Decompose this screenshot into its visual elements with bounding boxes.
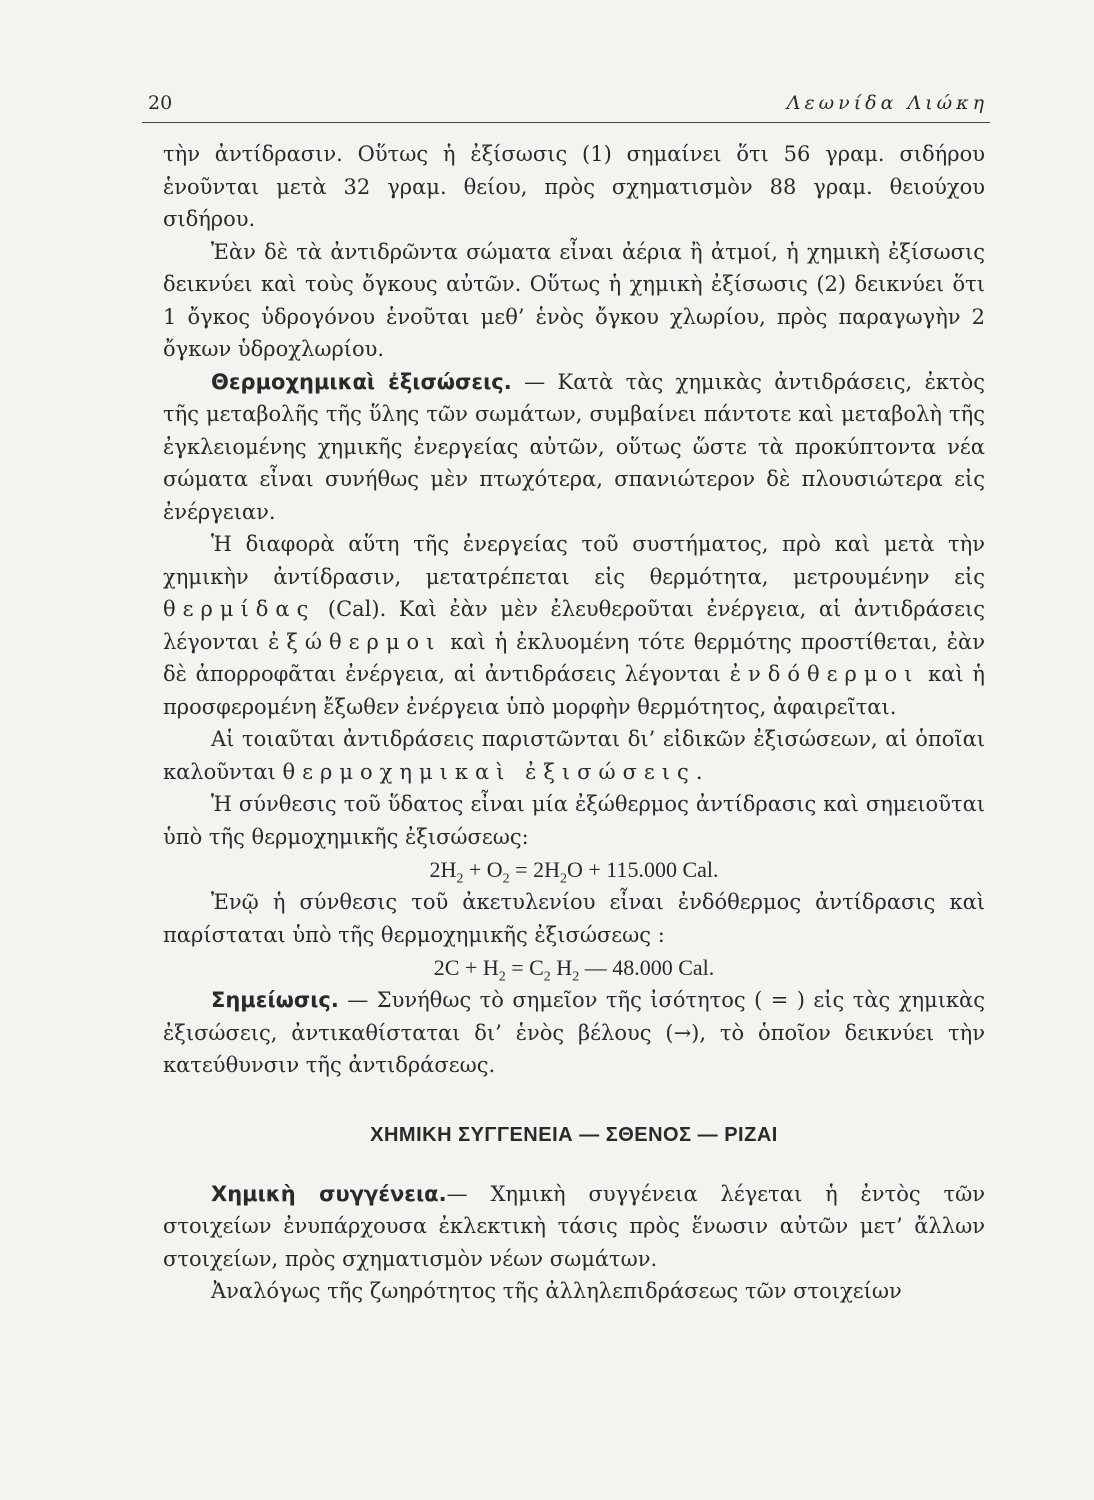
p4-text-a: Ἡ διαφορὰ αὕτη τῆς ἐνεργείας τοῦ συστήματος, πρὸ καὶ μετὰ τὴν χημικὴν ἀντίδρασιν, μετατρέπεται εἰς θερμότητα, μετρουμένην εἰς xyxy=(163,532,985,589)
eq2-part: H xyxy=(550,955,573,980)
page-header xyxy=(148,88,988,120)
p4-text-d: καὶ ἡ προσφερομένη ἔξωθεν ἐνέργεια ὑπὸ μορφὴν θερμότητος, ἀφαιρεῖται. xyxy=(163,662,985,719)
paragraph-5 xyxy=(163,723,985,788)
paragraph-4 xyxy=(163,528,985,723)
section-heading: ΧΗΜΙΚΗ ΣΥΓΓΕΝΕΙΑ — ΣΘΕΝΟΣ — ΡΙΖΑΙ xyxy=(370,1123,778,1146)
equation-water xyxy=(163,853,985,886)
eq1-sub: 2 xyxy=(456,871,464,887)
running-title: Λεωνίδα Λιώκη xyxy=(786,92,988,114)
paragraph-1: τὴν ἀντίδρασιν. Οὕτως ἡ ἐξίσωσις (1) σημαίνει ὅτι 56 γραμ. σιδήρου ἑνοῦνται μετὰ 32 γραμ. θείου, πρὸς σχηματισμὸν 88 γραμ. θειούχου σιδήρου. xyxy=(163,142,985,231)
eq1-part: O + 115.000 Cal. xyxy=(566,857,719,882)
term-note: Σημείωσις. xyxy=(211,988,339,1012)
p5-text-b: . xyxy=(695,759,703,784)
note-text: — Συνήθως τὸ σημεῖον τῆς ἰσότητος ( = ) εἰς τὰς χημικὰς ἐξισώσεις, ἀντικαθίσταται δι’ ἑνὸς βέλους (→), τὸ ὁποῖον δεικνύει τὴν κατεύθυνσιν τῆς ἀντιδράσεως. xyxy=(163,988,985,1077)
p4-text-b: (Cal). Καὶ ἐὰν μὲν ἐλευθεροῦται ἐνέργεια, αἱ ἀντιδράσεις λέγονται xyxy=(163,597,985,654)
equation-acetylene xyxy=(163,951,985,984)
paragraph-affinity xyxy=(163,1178,985,1276)
spaced-term-thermochemical: θερμοχημικαὶ ἐξισώσεις xyxy=(282,759,696,784)
eq2-part: 2C + H xyxy=(433,955,499,980)
eq2-part: = C xyxy=(505,955,544,980)
p4-text-c: καὶ ἡ ἐκλυομένη τότε θερμότης προστίθεται, ἐὰν δὲ ἀπορροφᾶται ἐνέργεια, αἱ ἀντιδράσεις λέγονται xyxy=(163,629,985,686)
paragraph-10: Ἀναλόγως τῆς ζωηρότητος τῆς ἀλληλεπιδράσεως τῶν στοιχείων xyxy=(211,1279,902,1303)
eq2-sub: 2 xyxy=(498,969,506,985)
paragraph-3-text: — Κατὰ τὰς χημικὰς ἀντιδράσεις, ἐκτὸς τῆς μεταβολῆς τῆς ὕλης τῶν σωμάτων, συμβαίνει πάντοτε καὶ μεταβολὴ τῆς ἐγκλειομένης χημικῆς ἐνεργείας αὐτῶν, οὕτως ὥστε τὰ προκύπτοντα νέα σώματα εἶναι συνήθως μὲν πτωχότερα, σπανιώτερον δὲ πλουσιώτερα εἰς ἐνέργειαν. xyxy=(163,369,985,524)
spaced-term-exothermic: ἐξώθερμοι xyxy=(268,629,442,654)
affinity-text: — Χημικὴ συγγένεια λέγεται ἡ ἐντὸς τῶν στοιχείων ἐνυπάρχουσα ἐκλεκτικὴ τάσις πρὸς ἕνωσιν αὐτῶν μετ’ ἄλλων στοιχείων, πρὸς σχηματισμὸν νέων σωμάτων. xyxy=(163,1181,985,1271)
spaced-term-endothermic: ἐνδόθερμοι xyxy=(729,662,920,686)
paragraph-7: Ἐνῷ ἡ σύνθεσις τοῦ ἀκετυλενίου εἶναι ἐνδόθερμος ἀντίδρασις καὶ παρίσταται ὑπὸ τῆς θερμοχημικῆς ἐξισώσεως : xyxy=(163,890,985,947)
paragraph-note xyxy=(163,984,985,1082)
eq1-part: + O xyxy=(463,857,503,882)
eq1-part: = 2H xyxy=(509,857,560,882)
paragraph-6: Ἡ σύνθεσις τοῦ ὕδατος εἶναι μία ἐξώθερμος ἀντίδρασις καὶ σημειοῦται ὑπὸ τῆς θερμοχημικῆς ἐξισώσεως: xyxy=(163,792,985,849)
header-rule xyxy=(142,122,990,123)
eq2-part: — 48.000 Cal. xyxy=(579,955,715,980)
spaced-term-calories: θερμίδας xyxy=(163,597,316,621)
eq2-sub: 2 xyxy=(543,969,551,985)
p5-text-a: Αἱ τοιαῦται ἀντιδράσεις παριστῶνται δι’ εἰδικῶν ἐξισώσεων, αἱ ὁποῖαι καλοῦνται xyxy=(163,727,985,784)
term-chemical-affinity: Χημικὴ συγγένεια. xyxy=(211,1181,447,1206)
page-number: 20 xyxy=(148,92,173,114)
paragraph-2: Ἐὰν δὲ τὰ ἀντιδρῶντα σώματα εἶναι ἀέρια ἢ ἀτμοί, ἡ χημικὴ ἐξίσωσις δεικνύει καὶ τοὺς ὄγκους αὐτῶν. Οὕτως ἡ χημικὴ ἐξίσωσις (2) δεικνύει ὅτι 1 ὄγκος ὑδρογόνου ἑνοῦται μεθ’ ἑνὸς ὄγκου χλωρίου, πρὸς παραγωγὴν 2 ὄγκων ὑδροχλωρίου. xyxy=(163,239,985,361)
eq1-sub: 2 xyxy=(559,871,567,887)
paragraph-thermochemical xyxy=(163,366,985,529)
eq1-part: 2H xyxy=(429,857,457,882)
eq2-sub: 2 xyxy=(572,969,580,985)
body-text xyxy=(163,138,985,1308)
term-thermochemical-equations: Θερμοχημικαὶ ἐξισώσεις. xyxy=(211,369,512,394)
eq1-sub: 2 xyxy=(502,871,510,887)
